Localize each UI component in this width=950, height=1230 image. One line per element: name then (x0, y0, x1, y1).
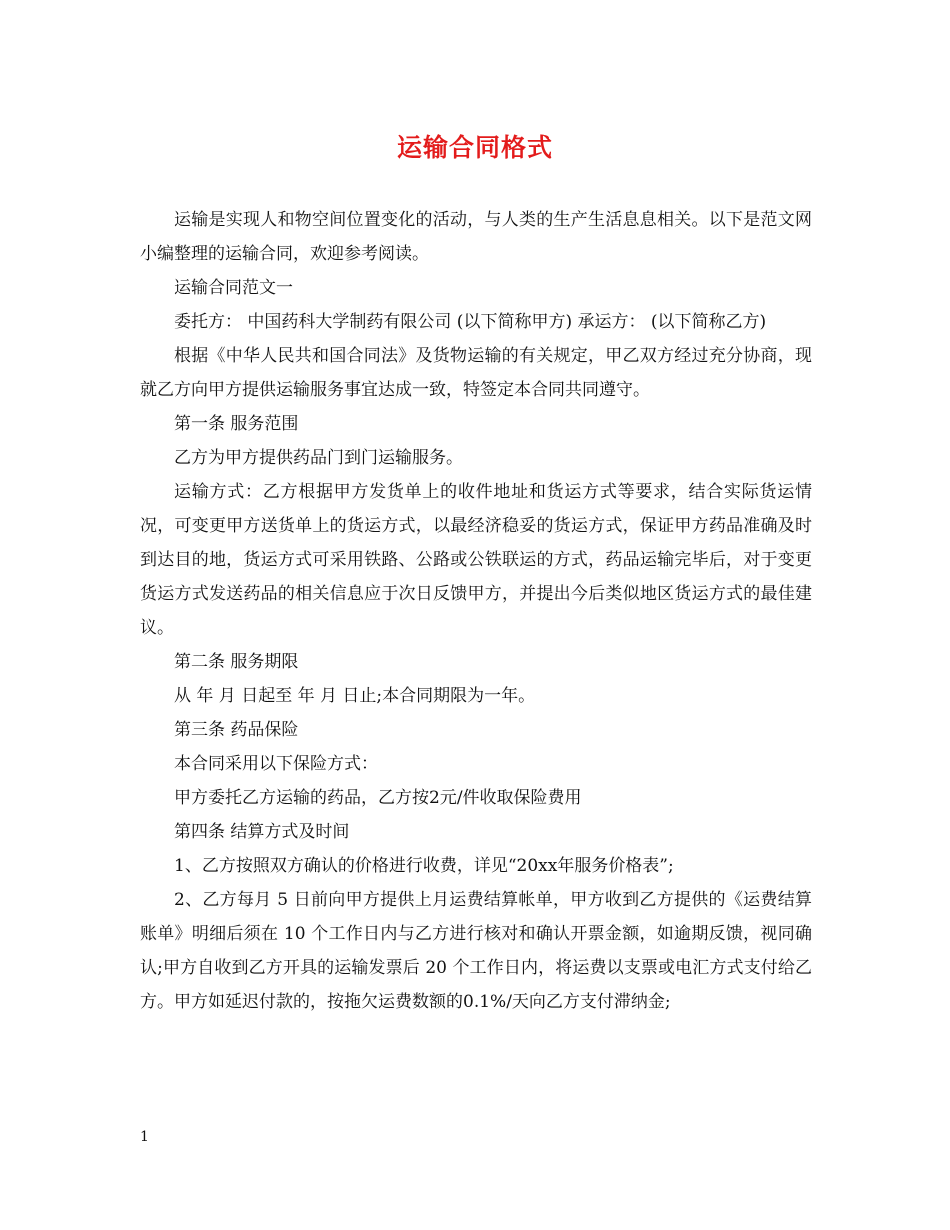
document-title: 运输合同格式 (396, 133, 553, 162)
article-4-heading: 第四条 结算方式及时间 (174, 822, 350, 842)
article-1-scope: 乙方为甲方提供药品门到门运输服务。 (174, 448, 463, 468)
paragraph-parties: 委托方： 中国药科大学制药有限公司 (以下简称甲方) 承运方： (以下简称乙方) (174, 312, 767, 332)
paragraph-intro: 运输是实现人和物空间位置变化的活动，与人类的生产生活息息相关。以下是范文网小编整理的运输合同，欢迎参考阅读。 (140, 210, 812, 264)
article-3-heading: 第三条 药品保险 (174, 720, 299, 740)
article-2-term: 从 年 月 日起至 年 月 日止;本合同期限为一年。 (174, 686, 536, 706)
article-1-transport-method: 运输方式：乙方根据甲方发货单上的收件地址和货运方式等要求，结合实际货运情况，可变更甲方送货单上的货运方式，以最经济稳妥的货运方式，保证甲方药品准确及时到达目的地，货运方式可采用铁路、公路或公铁联运的方式，药品运输完毕后，对于变更货运方式发送药品的相关信息应于次日反馈甲方，并提出今后类似地区货运方式的最佳建议。 (140, 482, 812, 638)
paragraph-sample-heading: 运输合同范文一 (174, 278, 293, 298)
article-2-heading: 第二条 服务期限 (174, 652, 299, 672)
article-3-insurance-fee: 甲方委托乙方运输的药品，乙方按2元/件收取保险费用 (174, 788, 582, 808)
paragraph-legal-basis: 根据《中华人民共和国合同法》及货物运输的有关规定，甲乙双方经过充分协商，现就乙方向甲方提供运输服务事宜达成一致，特签定本合同共同遵守。 (140, 346, 812, 400)
article-1-heading: 第一条 服务范围 (174, 414, 299, 434)
article-3-insurance-intro: 本合同采用以下保险方式： (174, 754, 378, 774)
document-body (140, 203, 812, 1019)
article-4-item-1: 1、乙方按照双方确认的价格进行收费，详见“20xx年服务价格表”; (174, 856, 674, 876)
page-number: 1 (140, 1129, 149, 1145)
article-4-item-2: 2、乙方每月 5 日前向甲方提供上月运费结算帐单，甲方收到乙方提供的《运费结算账单》明细后须在 10 个工作日内与乙方进行核对和确认开票金额，如逾期反馈，视同确认;甲方自收到乙方开具的运输发票后 20 个工作日内，将运费以支票或电汇方式支付给乙方。甲方如延迟付款的，按拖欠运费数额的0.1%/天向乙方支付滞纳金; (140, 890, 812, 1012)
